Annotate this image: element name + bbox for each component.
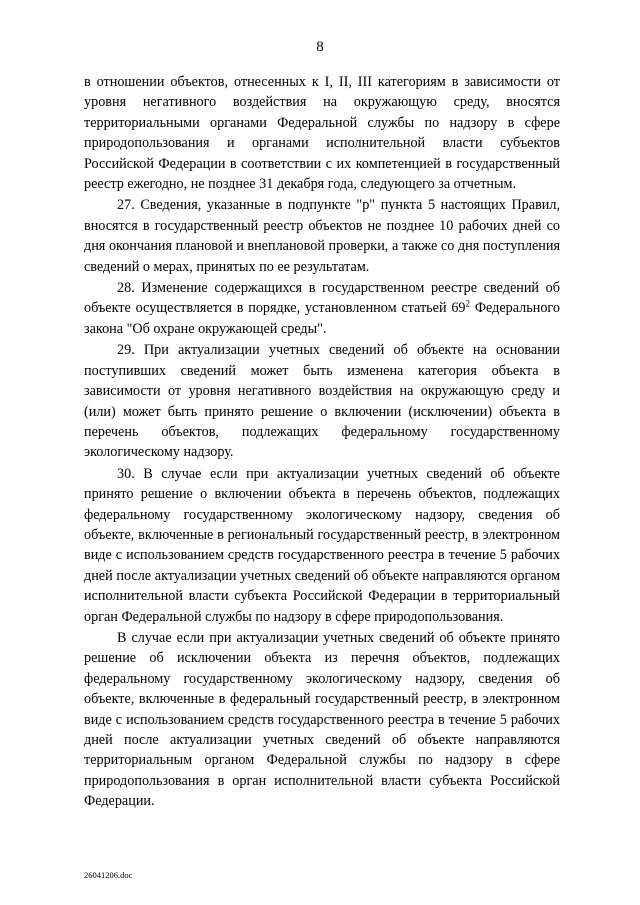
document-body [84, 72, 560, 812]
paragraph-27: 27. Сведения, указанные в подпункте "р" пункта 5 настоящих Правил, вносятся в государственный реестр объектов не позднее 10 рабочих дней со дня окончания плановой и внеплановой проверки, а также со дня поступления сведений о мерах, принятых по ее результатам. [84, 197, 560, 275]
paragraph-29: 29. При актуализации учетных сведений об объекте на основании поступивших сведений может быть изменена категория объекта в зависимости от уровня негативного воздействия на окружающую среду и (или) может быть принято решение о включении (исключении) объекта в перечень объектов, подлежащих федеральному государственному экологическому надзору. [84, 342, 560, 461]
paragraph-30: 30. В случае если при актуализации учетных сведений об объекте принято решение о включении объекта в перечень объектов, подлежащих федеральному государственному экологическому надзору, сведения об объекте, включенные в региональный государственный реестр, в электронном виде с использованием средств государственного реестра в течение 5 рабочих дней после актуализации учетных сведений об объекте направляются органом исполнительной власти субъекта Российской Федерации в территориальный орган Федеральной службы по надзору в сфере природопользования. [84, 465, 560, 625]
paragraph-28-superscript: 2 [465, 298, 471, 309]
paragraph-28-tail: Федерального закона "Об охране окружающей среды". [84, 300, 560, 337]
footer-file-code: 26041206.doc [84, 870, 133, 880]
paragraph-continuation: в отношении объектов, отнесенных к I, II, III категориям в зависимости от уровня негативного воздействия на окружающую среду, вносятся территориальными органами Федеральной службы по надзору в сфере природопользования и органами исполнительной власти субъектов Российской Федерации в соответствии с их компетенцией в государственный реестр ежегодно, не позднее 31 декабря года, следующего за отчетным. [84, 74, 560, 193]
paragraph-28 [84, 278, 560, 339]
paragraph-28-text: 28. Изменение содержащихся в государственном реестре сведений об объекте осуществляется в порядке, установленном статьей 69 [84, 280, 560, 317]
paragraph-30-continued: В случае если при актуализации учетных сведений об объекте принято решение об исключении объекта из перечня объектов, подлежащих федеральному государственному экологическому надзору, сведения об объекте, включенные в федеральный государственный реестр, в электронном виде с использованием средств государственного реестра в течение 5 рабочих дней после актуализации учетных сведений об объекте направляются территориальным органом Федеральной службы по надзору в сфере природопользования в орган исполнительной власти субъекта Российской Федерации. [84, 629, 560, 810]
page-number: 8 [316, 39, 324, 55]
